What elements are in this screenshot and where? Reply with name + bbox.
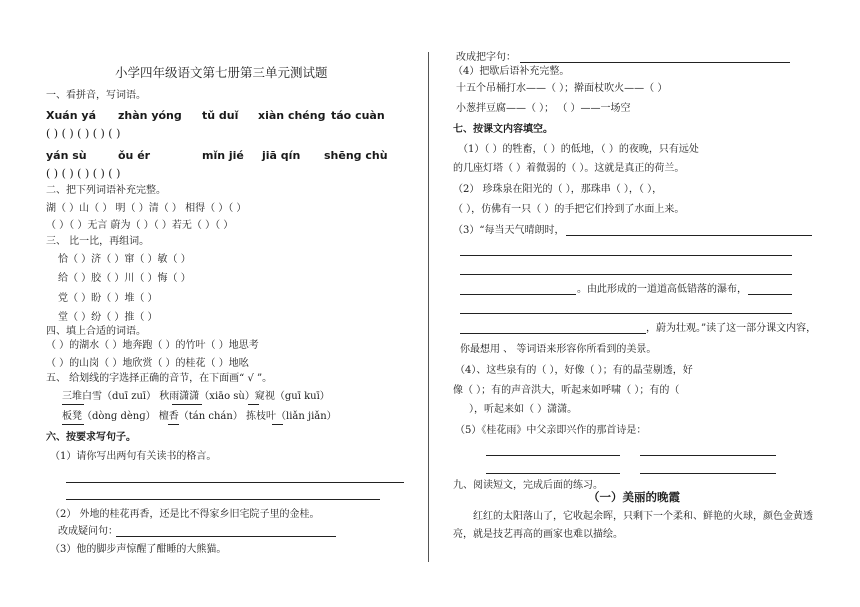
answer-line-6-1a[interactable] xyxy=(66,482,404,483)
compare-row-2[interactable]: 给（ ）胶（ ）川（ ）悔（ ） xyxy=(58,273,191,284)
answer-line-7-3f[interactable] xyxy=(460,313,792,314)
section-9-heading: 九、阅读短文，完成后面的练习。 xyxy=(453,480,603,491)
pinyin-10: shēnɡ chù xyxy=(324,149,388,162)
pinyin-7: ǒu ér xyxy=(118,149,151,162)
section-3-heading: 三、 比一比，再组词。 xyxy=(46,236,150,247)
answer-line-6-3[interactable] xyxy=(520,62,790,63)
answer-line-7-3c[interactable] xyxy=(460,274,792,275)
q7-4-line-1[interactable]: （4）、这些泉有的（ ），好像（ ）；有的晶莹剔透，好 xyxy=(455,365,693,376)
answer-line-6-1b[interactable] xyxy=(66,499,380,500)
section-5-heading: 五、 给划线的字选择正确的音节，在下面画“ √ ”。 xyxy=(46,373,273,384)
q6-1-prompt: （1）请你写出两句有关读书的格言。 xyxy=(50,451,217,462)
underline-kui xyxy=(248,404,259,405)
section-1-heading: 一、看拼音，写词语。 xyxy=(46,90,146,101)
pronunciation-row-1[interactable]: 三堆白雪（duī zuī） 秋雨潇潇（xiāo sù）窥视（guī kuī） xyxy=(62,391,330,402)
poem-line-3[interactable] xyxy=(486,473,620,474)
pinyin-6: yán sù xyxy=(46,149,87,162)
q6-4-prompt: （4）把歇后语补充完整。 xyxy=(453,66,570,77)
fill-words-row-1[interactable]: （ ）的湖水（ ）地奔跑（ ）的竹叶（ ）地思考 xyxy=(46,340,259,351)
section-7-heading: 七、按课文内容填空。 xyxy=(453,124,553,135)
compare-row-1[interactable]: 恰（ ）济（ ）窜（ ）敏（ ） xyxy=(58,254,191,265)
q7-4-line-3[interactable]: ），听起来如（ ）潇潇。 xyxy=(469,404,578,415)
fill-words-row-2[interactable]: （ ）的山岗（ ）地欣赏（ ）的桂花（ ）地吆 xyxy=(46,358,249,369)
pronunciation-row-2[interactable]: 板凳（dònɡ dènɡ） 檀香（tán chán） 拣枝叶（liǎn jiǎn） xyxy=(62,411,337,422)
q7-3-mid-text: 。由此形成的一道道高低错落的瀑布， xyxy=(577,284,747,295)
xiehouyu-row-2[interactable]: 小葱拌豆腐——（ ）； （ ）——一场空 xyxy=(456,103,631,114)
compare-row-3[interactable]: 党（ ）盼（ ）堆（ ） xyxy=(58,293,158,304)
xiehouyu-row-1[interactable]: 十五个吊桶打水——（ ）；擀面杖吹火——（ ） xyxy=(456,83,668,94)
story-title: （一）美丽的晚霞 xyxy=(588,490,680,504)
answer-line-7-3g[interactable] xyxy=(460,333,646,334)
poem-line-2[interactable] xyxy=(640,455,776,456)
compare-row-4[interactable]: 堂（ ）纷（ ）推（ ） xyxy=(58,312,158,323)
pinyin-2: zhàn yónɡ xyxy=(118,109,182,122)
pinyin-5: táo cuàn xyxy=(331,109,385,122)
q7-3-prompt: （3）“每当天气晴朗时， xyxy=(453,225,565,236)
poem-line-1[interactable] xyxy=(486,455,620,456)
answer-line-7-3b[interactable] xyxy=(460,255,792,256)
q7-2-line-1[interactable]: （2） 珍珠泉在阳光的（ ），那珠串（ ），（ ）， xyxy=(453,184,663,195)
story-paragraph-line-1: 红红的太阳落山了，它收起余晖，只剩下一个柔和、鲜艳的火球，颜色金黄透 xyxy=(473,511,813,522)
q7-1-line-1[interactable]: （1）（ ）的牲畜，（ ）的低地，（ ）的夜晚，只有远处 xyxy=(458,144,699,155)
idiom-row-1[interactable]: 湖（ ）山（ ） 明（ ）清（ ） 相得（ ）（ ） xyxy=(46,203,247,214)
underline-jian xyxy=(272,424,283,425)
q6-3-prompt: （3）他的脚步声惊醒了酣睡的大熊猫。 xyxy=(50,544,227,555)
section-4-heading: 四、填上合适的词语。 xyxy=(46,326,146,337)
q6-3-instruction: 改成把字句： xyxy=(456,52,516,63)
idiom-row-2[interactable]: （ ）（ ）无言 蔚为（ ）（ ）若无（ ）（ ） xyxy=(46,220,234,231)
q7-3-end-text: ，蔚为壮观。”读了这一部分课文内容， xyxy=(646,323,817,334)
answer-parens-row-1[interactable]: ( ) ( ) ( ) ( ) ( ) xyxy=(46,127,121,140)
pinyin-9: jiā qín xyxy=(262,149,301,162)
section-2-heading: 二、把下列词语补充完整。 xyxy=(46,185,166,196)
answer-line-7-3d[interactable] xyxy=(460,294,576,295)
answer-line-7-3e[interactable] xyxy=(748,294,792,295)
pinyin-3: tǔ duǐ xyxy=(202,109,239,122)
pinyin-8: mǐn jié xyxy=(202,149,244,162)
underline-tan xyxy=(168,424,179,425)
column-divider xyxy=(428,52,429,562)
page-title: 小学四年级语文第七册第三单元测试题 xyxy=(115,65,328,80)
answer-parens-row-2[interactable]: ( ) ( ) ( ) ( ) ( ) xyxy=(46,167,121,180)
underline-xiao xyxy=(172,404,202,405)
pinyin-1: Xuán yá xyxy=(46,109,96,122)
q7-5-prompt: （5）《桂花雨》中父亲即兴作的那首诗是： xyxy=(455,425,647,436)
section-6-heading: 六、按要求写句子。 xyxy=(46,432,136,443)
story-paragraph-line-2: 亮，就是技艺再高的画家也难以描绘。 xyxy=(453,529,623,540)
answer-line-7-3a[interactable] xyxy=(566,235,812,236)
underline-dui xyxy=(62,404,84,405)
answer-line-6-2[interactable] xyxy=(116,536,336,537)
q6-2-prompt: （2） 外地的桂花再香，还是比不得家乡旧宅院子里的金桂。 xyxy=(50,509,320,520)
poem-line-4[interactable] xyxy=(640,473,776,474)
q7-4-line-2[interactable]: 像（ ）；有的声音洪大，听起来如呼啸（ ）；有的（ xyxy=(453,385,680,396)
underline-deng xyxy=(62,424,84,425)
pinyin-4: xiàn chénɡ xyxy=(258,109,326,122)
q7-2-line-2[interactable]: （ ），仿佛有一只（ ）的手把它们拎到了水面上来。 xyxy=(453,204,685,215)
q6-2-instruction: 改成疑问句： xyxy=(58,526,118,537)
q7-3-describe[interactable]: 你最想用 、 等词语来形容你所看到的美景。 xyxy=(460,344,657,355)
q7-1-line-2[interactable]: 的几座灯塔（ ）着微弱的（ ）。这就是真正的荷兰。 xyxy=(453,163,685,174)
